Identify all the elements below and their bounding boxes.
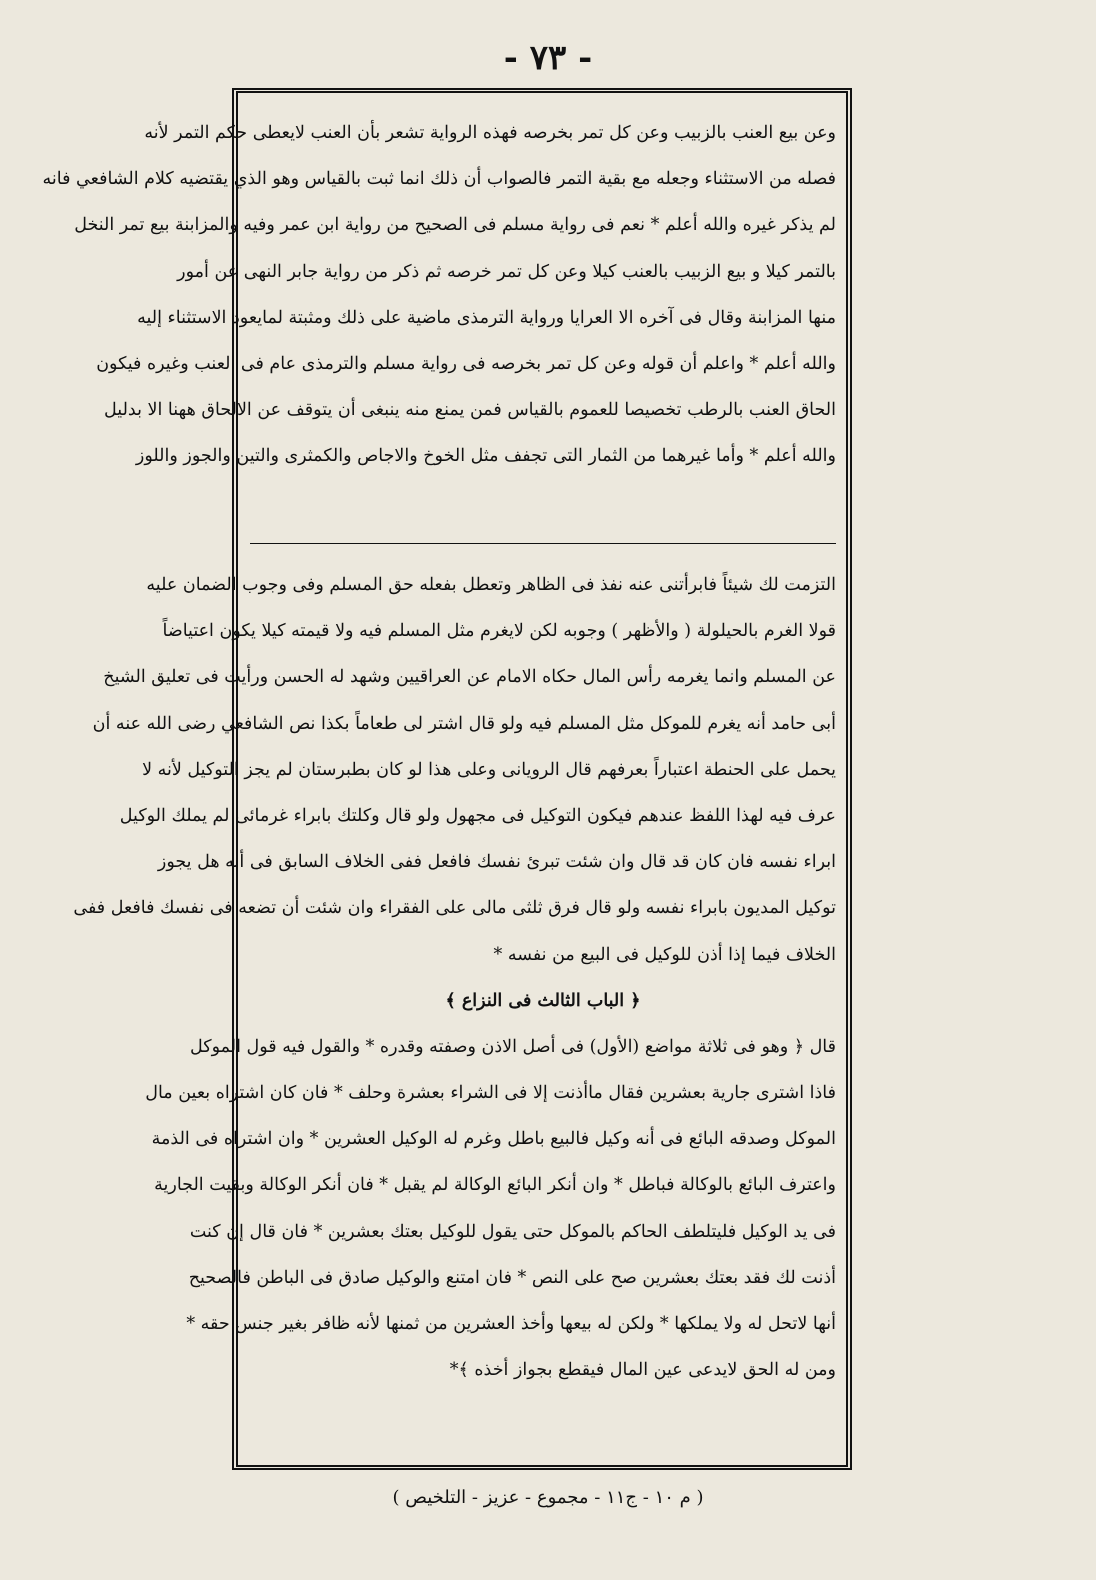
text-line: ابراء نفسه فان كان قد قال وان شئت تبرئ نفسك فافعل ففى الخلاف السابق فى أنه هل يجوز: [157, 852, 836, 873]
text-line: الموكل وصدقه البائع فى أنه وكيل فالبيع باطل وغرم له الوكيل العشرين * وان اشتراه فى الذمة: [151, 1129, 836, 1150]
text-line: أنها لاتحل له ولا يملكها * ولكن له بيعها وأخذ العشرين من ثمنها لأنه ظافر بغير جنس حقه *: [186, 1314, 836, 1334]
chapter-heading: ﴿ الباب الثالث فى النزاع ﴾: [445, 990, 641, 1011]
text-line: ومن له الحق لايدعى عين المال فيقطع بجواز أخذه ﴾*: [449, 1360, 836, 1381]
text-line: فاذا اشترى جارية بعشرين فقال ماأذنت إلا فى الشراء بعشرة وحلف * فان كان اشتراه بعين مال: [145, 1083, 836, 1104]
text-line: واعترف البائع بالوكالة فباطل * وان أنكر البائع الوكالة لم يقبل * فان أنكر الوكالة وبقيت الجارية: [154, 1175, 836, 1196]
text-line: توكيل المديون بابراء نفسه ولو قال فرق ثلثى مالى على الفقراء وان شئت أن تضعه فى نفسك فافعل ففى: [73, 898, 836, 919]
text-line: التزمت لك شيئاً فابرأتنى عنه نفذ فى الظاهر وتعطل بفعله حق المسلم وفى وجوب الضمان عليه: [146, 575, 836, 595]
text-line: فصله من الاستثناء وجعله مع بقية التمر فالصواب أن ذلك انما ثبت بالقياس وهو الذي يقتضيه كلام الشافعي فانه: [42, 169, 836, 190]
text-line: عن المسلم وانما يغرمه رأس المال حكاه الامام عن العراقيين وشهد له الحسن ورأيت فى تعليق الشيخ: [103, 667, 836, 688]
text-line: يحمل على الحنطة اعتباراً بعرفهم قال الرويانى وعلى هذا لو كان بطبرستان لم يجز التوكيل لأنه لا: [142, 759, 836, 780]
text-line: وعن بيع العنب بالزبيب وعن كل تمر بخرصه فهذه الرواية تشعر بأن العنب لايعطى حكم التمر لأنه: [144, 123, 836, 143]
text-line: والله أعلم * وأما غيرهما من الثمار التى تجفف مثل الخوخ والاجاص والكمثرى والتين والجوز واللوز: [135, 446, 836, 467]
text-line: عرف فيه لهذا اللفظ عندهم فيكون التوكيل فى مجهول ولو قال وكلتك بابراء غرمائى لم يملك الوكيل: [119, 805, 836, 826]
main-text-block: [42, 110, 836, 480]
second-text-block: [73, 562, 836, 1393]
text-line: بالتمر كيلا و بيع الزبيب بالعنب كيلا وعن كل تمر خرصه ثم ذكر من رواية جابر النهى عن أمور: [177, 261, 836, 282]
text-line: أذنت لك فقد بعتك بعشرين صح على النص * فان امتنع والوكيل صادق فى الباطن فالصحيح: [188, 1267, 836, 1288]
text-line: والله أعلم * واعلم أن قوله وعن كل تمر بخرصه فى رواية مسلم والترمذى عام فى العنب وغيره فيكون: [96, 353, 836, 374]
text-line: قولا الغرم بالحيلولة ( والأظهر ) وجوبه لكن لايغرم مثل المسلم فيه ولا قيمته كيلا يكون اعتياضاً: [162, 621, 836, 642]
page-number: - ٧٣ -: [503, 38, 593, 78]
text-line: فى يد الوكيل فليتلطف الحاكم بالموكل حتى يقول للوكيل بعتك بعشرين * فان قال إن كنت: [189, 1221, 836, 1242]
text-line: منها المزابنة وقال فى آخره الا العرايا ورواية الترمذى ماضية على ذلك ومثبتة لمايعود الاستثناء إليه: [137, 307, 836, 328]
section-divider: [250, 543, 836, 544]
text-line: قال ﴿ وهو فى ثلاثة مواضع (الأول) فى أصل الاذن وصفته وقدره * والقول فيه قول الموكل: [190, 1036, 836, 1057]
text-line: الحاق العنب بالرطب تخصيصا للعموم بالقياس فمن يمنع منه ينبغى أن يتوقف عن الالحاق ههنا الا بدليل: [104, 400, 836, 421]
text-line: الخلاف فيما إذا أذن للوكيل فى البيع من نفسه *: [493, 944, 836, 965]
text-line: أبى حامد أنه يغرم للموكل مثل المسلم فيه ولو قال اشتر لى طعاماً بكذا نص الشافعي رضى الله عنه أن: [92, 713, 836, 734]
text-line: لم يذكر غيره والله أعلم * نعم فى رواية مسلم فى الصحيح من رواية ابن عمر وفيه والمزابنة بيع تمر النخل: [74, 215, 836, 236]
footer-signature: ( م ١٠ - ج١١ - مجموع - عزيز - التلخيص ): [392, 1487, 704, 1508]
